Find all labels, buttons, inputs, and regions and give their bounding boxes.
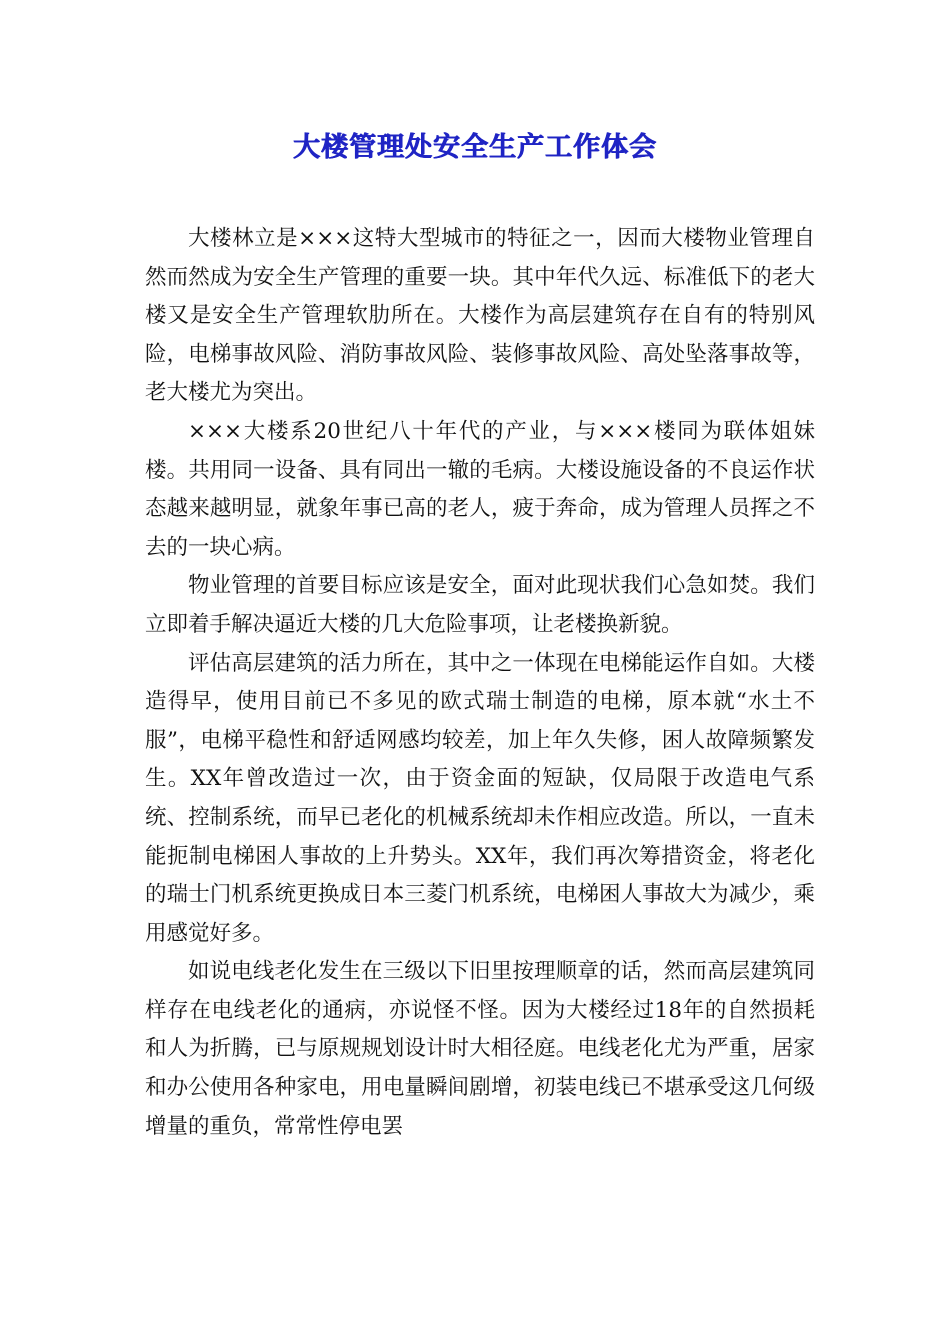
paragraph-1: 大楼林立是×××这特大型城市的特征之一，因而大楼物业管理自然而然成为安全生产管理的重要一块。其中年代久远、标准低下的老大楼又是安全生产管理软肋所在。大楼作为高层建筑存在自有的特别风险，电梯事故风险、消防事故风险、装修事故风险、高处坠落事故等，老大楼尤为突出。 xyxy=(145,226,815,406)
document-body xyxy=(145,220,815,1146)
paragraph-4: 评估高层建筑的活力所在，其中之一体现在电梯能运作自如。大楼造得早，使用目前已不多见的欧式瑞士制造的电梯，原本就“水土不服”，电梯平稳性和舒适网感均较差，加上年久失修，困人故障频繁发生。XX年曾改造过一次，由于资金面的短缺，仅局限于改造电气系统、控制系统，而早已老化的机械系统却未作相应改造。所以，一直未能扼制电梯困人事故的上升势头。XX年，我们再次筹措资金，将老化的瑞士门机系统更换成日本三菱门机系统，电梯困人事故大为减少，乘用感觉好多。 xyxy=(145,650,815,946)
paragraph-3: 物业管理的首要目标应该是安全，面对此现状我们心急如焚。我们立即着手解决逼近大楼的几大危险事项，让老楼换新貌。 xyxy=(145,573,815,637)
paragraph-5: 如说电线老化发生在三级以下旧里按理顺章的话，然而高层建筑同样存在电线老化的通病，亦说怪不怪。因为大楼经过18年的自然损耗和人为折腾，已与原规规划设计时大相径庭。电线老化尤为严重，居家和办公使用各种家电，用电量瞬间剧增，初装电线已不堪承受这几何级增量的重负，常常性停电罢 xyxy=(145,959,815,1139)
document-title: 大楼管理处安全生产工作体会 xyxy=(293,132,657,163)
paragraph-2: ×××大楼系20世纪八十年代的产业，与×××楼同为联体姐妹楼。共用同一设备、具有同出一辙的毛病。大楼设施设备的不良运作状态越来越明显，就象年事已高的老人，疲于奔命，成为管理人员挥之不去的一块心病。 xyxy=(145,418,815,560)
